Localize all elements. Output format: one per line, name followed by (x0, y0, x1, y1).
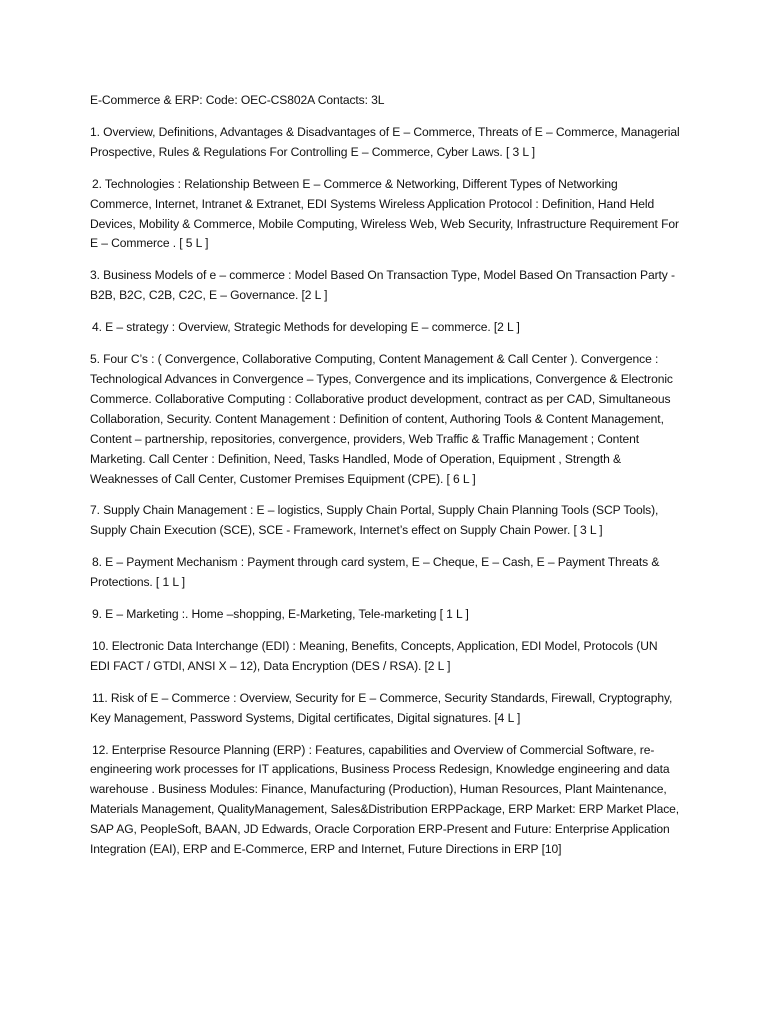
syllabus-paragraph-3: 3. Business Models of e – commerce : Model Based On Transaction Type, Model Based On Transaction Party - B2B, B2C, C2B, C2C, E – Governance. [2 L ] (90, 268, 675, 303)
syllabus-paragraph-2: 2. Technologies : Relationship Between E – Commerce & Networking, Different Types of Networking Commerce, Internet, Intranet & Extranet, EDI Systems Wireless Application Protocol : Definition, Hand Held Devices, Mobility & Commerce, Mobile Computing, Wireless Web, Web Security, Infrastructure Requirement For E – Commerce . [ 5 L ] (90, 176, 679, 251)
syllabus-paragraph-5: 5. Four C’s : ( Convergence, Collaborative Computing, Content Management & Call Center ). Convergence : Technological Advances in Convergence – Types, Convergence and its implications, Convergence & Electronic Commerce. Collaborative Computing : Collaborative product development, contract as per CAD, Simultaneous Collaboration, Security. Content Management : Definition of content, Authoring Tools & Content Management, Content – partnership, repositories, convergence, providers, Web Traffic & Traffic Management ; Content Marketing. Call Center : Definition, Need, Tasks Handled, Mode of Operation, Equipment , Strength & Weaknesses of Call Center, Customer Premises Equipment (CPE). [ 6 L ] (90, 352, 673, 486)
syllabus-paragraph-10: 10. Electronic Data Interchange (EDI) : Meaning, Benefits, Concepts, Application, EDI Model, Protocols (UN EDI FACT / GTDI, ANSI X – 12), Data Encryption (DES / RSA). [2 L ] (90, 638, 658, 673)
syllabus-paragraph-1: 1. Overview, Definitions, Advantages & Disadvantages of E – Commerce, Threats of E – Commerce, Managerial Prospective, Rules & Regulations For Controlling E – Commerce, Cyber Laws. [ 3 L ] (90, 124, 680, 159)
syllabus-paragraph-8: 8. E – Payment Mechanism : Payment through card system, E – Cheque, E – Cash, E – Payment Threats & Protections. [ 1 L ] (90, 555, 660, 590)
syllabus-paragraph-7: 7. Supply Chain Management : E – logistics, Supply Chain Portal, Supply Chain Planning Tools (SCP Tools), Supply Chain Execution (SCE), SCE - Framework, Internet’s effect on Supply Chain Power. [ 3 L ] (90, 503, 659, 538)
syllabus-paragraph-4: 4. E – strategy : Overview, Strategic Methods for developing E – commerce. [2 L ] (92, 320, 520, 335)
syllabus-paragraph-11: 11. Risk of E – Commerce : Overview, Security for E – Commerce, Security Standards, Firewall, Cryptography, Key Management, Password Systems, Digital certificates, Digital signatures. [4 L ] (90, 690, 673, 725)
syllabus-paragraph-9: 9. E – Marketing :. Home –shopping, E-Marketing, Tele-marketing [ 1 L ] (92, 607, 469, 622)
document-heading: E-Commerce & ERP: Code: OEC-CS802A Contacts: 3L (90, 93, 385, 107)
syllabus-paragraph-12: 12. Enterprise Resource Planning (ERP) : Features, capabilities and Overview of Commercial Software, re-engineering work processes for IT applications, Business Process Redesign, Knowledge engineering and data warehouse . Business Modules: Finance, Manufacturing (Production), Human Resources, Plant Maintenance, Materials Management, QualityManagement, Sales&Distribution ERPPackage, ERP Market: ERP Market Place, SAP AG, PeopleSoft, BAAN, JD Edwards, Oracle Corporation ERP-Present and Future: Enterprise Application Integration (EAI), ERP and E-Commerce, ERP and Internet, Future Directions in ERP [10] (90, 742, 680, 857)
syllabus-content (90, 91, 680, 872)
